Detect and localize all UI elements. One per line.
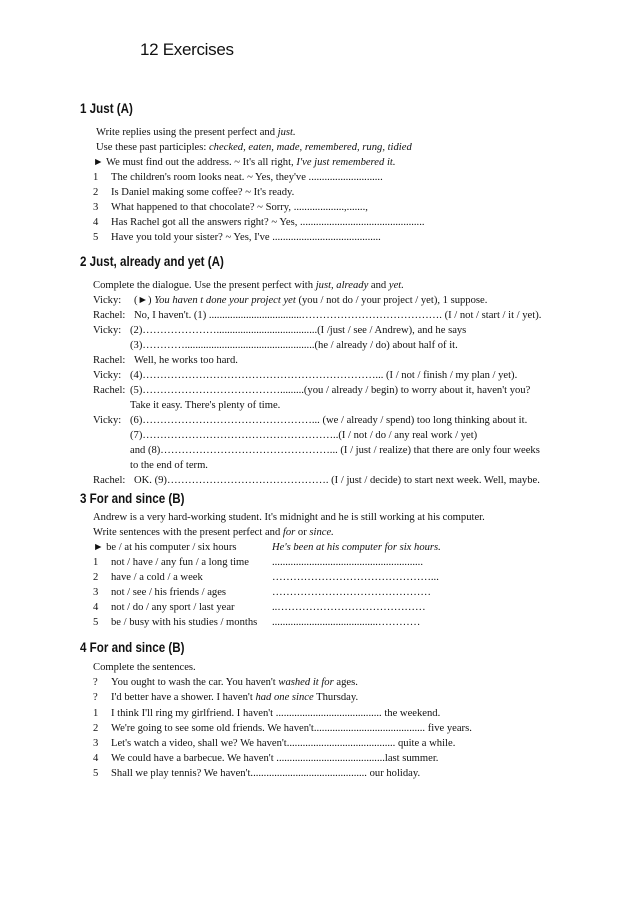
- dialogue-line: No, I haven't. (1) ...................................…………………………………. (I / not / start / it / yet).: [134, 310, 542, 321]
- item-text: Is Daniel making some coffee? ~ It's ready.: [111, 187, 295, 198]
- item-prompt: not / have / any fun / a long time: [111, 557, 249, 568]
- section-1-heading: 1 Just (A): [80, 101, 133, 116]
- item-text: Let's watch a video, shall we? We haven't......................................... quite a while.: [111, 738, 456, 749]
- section-3-heading: 3 For and since (B): [80, 491, 185, 506]
- item-text: Shall we play tennis? We haven't............................................ our holiday.: [111, 768, 421, 779]
- example-number: ?: [93, 692, 98, 703]
- section-1-instruction: Write replies using the present perfect and just.: [96, 127, 296, 138]
- item-number: 3: [93, 202, 99, 213]
- item-number: 4: [93, 602, 99, 613]
- dialogue-speaker: Vicky:: [93, 325, 122, 336]
- example-prompt: ► be / at his computer / six hours: [93, 542, 237, 553]
- example-sentence: You ought to wash the car. You haven't washed it for ages.: [111, 677, 358, 688]
- dialogue-speaker: Vicky:: [93, 370, 122, 381]
- item-number: 3: [93, 738, 99, 749]
- section-4-heading: 4 For and since (B): [80, 640, 185, 655]
- example-answer: He's been at his computer for six hours.: [272, 542, 441, 553]
- dialogue-line: (3)………….................................................(he / already / do) about half of it.: [130, 340, 458, 351]
- item-number: 4: [93, 217, 99, 228]
- item-text: We could have a barbecue. We haven't .........................................last summer.: [111, 753, 439, 764]
- dialogue-speaker: Vicky:: [93, 415, 122, 426]
- dialogue-line: OK. (9)………………………………………. (I / just / decide) to start next week. Well, maybe.: [134, 475, 540, 486]
- example-sentence: I'd better have a shower. I haven't had one since Thursday.: [111, 692, 359, 703]
- section-3-instruction: Write sentences with the present perfect and for or since.: [93, 527, 334, 538]
- answer-blank: ………………………………………: [272, 587, 431, 598]
- item-number: 5: [93, 232, 99, 243]
- answer-blank: ..……………………………………: [272, 602, 426, 613]
- item-number: 1: [93, 708, 99, 719]
- section-3-context: Andrew is a very hard-working student. It's midnight and he is still working at his computer.: [93, 512, 485, 523]
- item-prompt: have / a cold / a week: [111, 572, 203, 583]
- item-text: I think I'll ring my girlfriend. I haven't ........................................ the weekend.: [111, 708, 441, 719]
- dialogue-speaker: Rachel:: [93, 475, 126, 486]
- dialogue-line: (►) You haven t done your project yet (you / not do / your project / yet), 1 suppose.: [134, 295, 488, 306]
- item-number: 4: [93, 753, 99, 764]
- item-prompt: be / busy with his studies / months: [111, 617, 258, 628]
- item-number: 3: [93, 587, 99, 598]
- item-text: We're going to see some old friends. We haven't.......................................... five years.: [111, 723, 472, 734]
- section-4-instruction: Complete the sentences.: [93, 662, 196, 673]
- dialogue-line: to the end of term.: [130, 460, 208, 471]
- dialogue-line: (2)…………………......................................(I /just / see / Andrew), and he says: [130, 325, 467, 336]
- dialogue-speaker: Vicky:: [93, 295, 122, 306]
- dialogue-speaker: Rachel:: [93, 355, 126, 366]
- page-title: 12 Exercises: [140, 40, 234, 59]
- dialogue-line: (5)………………………………….........(you / already / begin) to worry about it, haven't you?: [130, 385, 531, 396]
- dialogue-line: Well, he works too hard.: [134, 355, 238, 366]
- item-number: 5: [93, 768, 99, 779]
- dialogue-line: (7)………………………………………………..(I / not / do / any real work / yet): [130, 430, 478, 441]
- dialogue-line: (4)…………………………………………………………... (I / not / finish / my plan / yet).: [130, 370, 518, 381]
- item-number: 5: [93, 617, 99, 628]
- item-text: The children's room looks neat. ~ Yes, they've ............................: [111, 172, 383, 183]
- answer-blank: .........................................................: [272, 557, 423, 568]
- item-text: What happened to that chocolate? ~ Sorry, ...................,.......,: [111, 202, 368, 213]
- dialogue-speaker: Rachel:: [93, 310, 126, 321]
- item-text: Has Rachel got all the answers right? ~ Yes, ...............................................: [111, 217, 425, 228]
- section-1-example: ► We must find out the address. ~ It's all right, I've just remembered it.: [93, 157, 396, 168]
- dialogue-line: and (8)…………………………………………... (I / just / realize) that there are only four weeks: [130, 445, 540, 456]
- section-2-heading: 2 Just, already and yet (A): [80, 254, 224, 269]
- answer-blank: ........................................…………: [272, 617, 421, 628]
- item-number: 2: [93, 187, 99, 198]
- dialogue-line: (6)…………………………………………... (we / already / spend) too long thinking about it.: [130, 415, 528, 426]
- item-number: 2: [93, 723, 99, 734]
- item-prompt: not / do / any sport / last year: [111, 602, 235, 613]
- item-number: 2: [93, 572, 99, 583]
- item-text: Have you told your sister? ~ Yes, I've .........................................: [111, 232, 381, 243]
- item-number: 1: [93, 172, 99, 183]
- example-number: ?: [93, 677, 98, 688]
- section-1-participles: Use these past participles: checked, eaten, made, remembered, rung, tidied: [96, 142, 412, 153]
- dialogue-line: Take it easy. There's plenty of time.: [130, 400, 281, 411]
- section-2-instruction: Complete the dialogue. Use the present perfect with just, already and yet.: [93, 280, 404, 291]
- item-number: 1: [93, 557, 99, 568]
- dialogue-speaker: Rachel:: [93, 385, 126, 396]
- item-prompt: not / see / his friends / ages: [111, 587, 227, 598]
- answer-blank: ………………………………………...: [272, 572, 439, 583]
